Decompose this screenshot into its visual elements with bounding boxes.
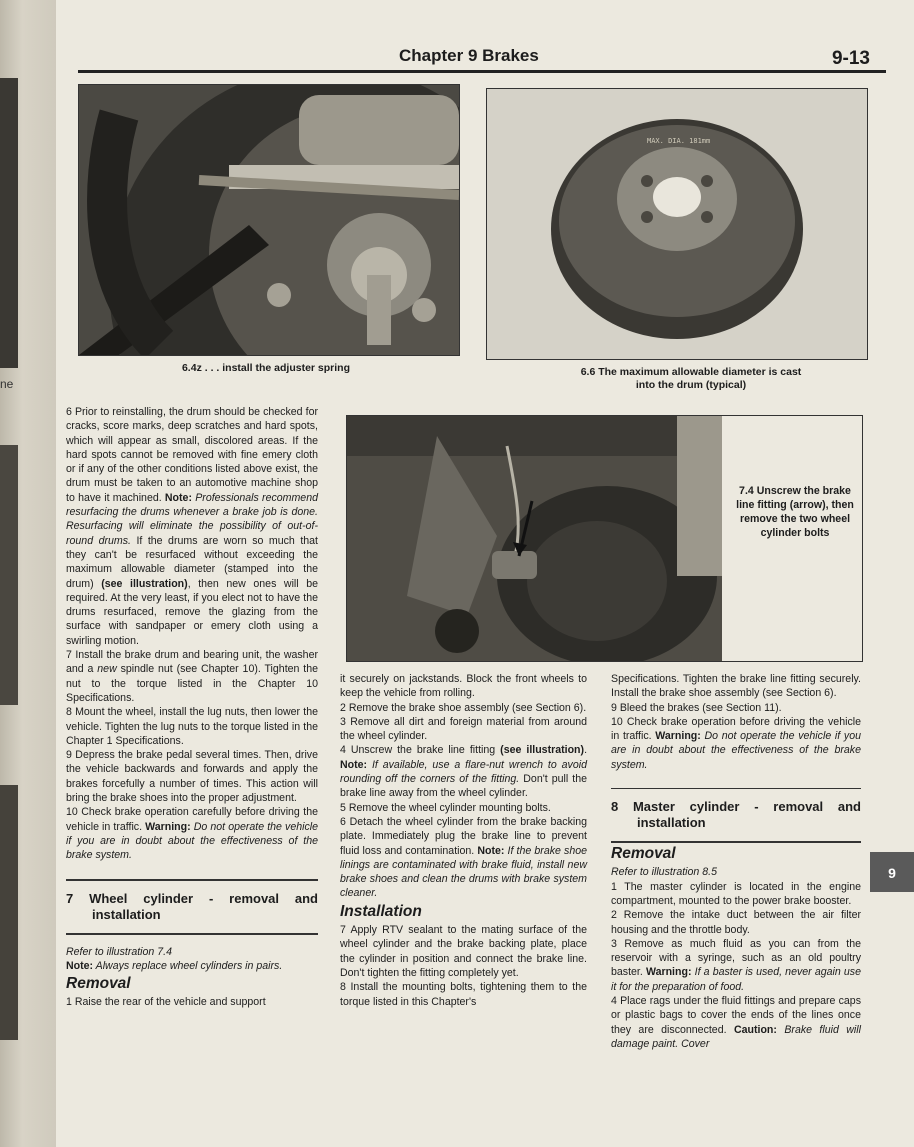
warning-label: Warning: <box>645 966 692 979</box>
note-label: Note: <box>477 844 505 857</box>
removal-step-1: 1 Raise the rear of the vehicle and support <box>66 996 266 1009</box>
text: If the drums are worn so much that they can't be resurfaced without exceeding the maximum allowable diameter (stamped into the drum) <box>66 534 318 590</box>
emphasis: new <box>97 663 117 676</box>
section-rule <box>611 841 861 843</box>
caption-6-6 <box>526 366 856 392</box>
caption-6-6-line2: into the drum (typical) <box>635 379 747 391</box>
section-rule <box>66 933 318 935</box>
step-2: 2 Remove the intake duct between the air filter housing and the throttle body. <box>611 909 861 936</box>
chapter-title: Chapter 9 Brakes <box>399 46 539 65</box>
column-3 <box>611 672 861 1051</box>
step-3: 3 Remove all dirt and foreign material from around the wheel cylinder. <box>340 715 587 743</box>
refer-illustration <box>611 865 861 879</box>
note-label: Note: <box>340 758 368 771</box>
paragraph-10 <box>66 805 318 862</box>
refer-text: Refer to illustration 7.4 <box>66 945 172 958</box>
text: 7 Install the brake drum and bearing unit, the washer and a <box>66 649 318 676</box>
column-1 <box>66 405 318 1010</box>
adjacent-photo-edge <box>0 78 18 368</box>
page <box>56 0 914 1147</box>
step-9: 9 Bleed the brakes (see Section 11). <box>611 701 782 714</box>
caution-text: Brake fluid will damage paint. Cover <box>611 1023 861 1050</box>
text: . <box>584 744 588 757</box>
paragraph-cont: Specifications. Tighten the brake line fitting securely. Install the brake shoe assembly (see Section 6). <box>611 673 861 700</box>
paragraph-7 <box>66 648 318 705</box>
text: 10 Check brake operation carefully before driving the vehicle in traffic. <box>66 806 318 833</box>
refer-illustration <box>66 945 318 959</box>
header-rule <box>78 70 886 73</box>
step-4 <box>340 743 587 800</box>
adjacent-page-text: ne <box>0 377 14 391</box>
note-label: Note: <box>164 491 192 504</box>
adjacent-page-strip <box>0 0 56 1147</box>
drum-cast-marking: MAX. DIA. 181mm <box>647 137 711 145</box>
step-8: 8 Install the mounting bolts, tightening them to the torque listed in this Chapter's <box>340 981 587 1008</box>
caption-7-4: 7.4 Unscrew the brake line fitting (arrow), then remove the two wheel cylinder bolts <box>736 485 854 539</box>
step-5: 5 Remove the wheel cylinder mounting bolts. <box>340 801 551 814</box>
removal-subheading: Removal <box>611 845 676 863</box>
refer-text: Refer to illustration 8.5 <box>611 866 717 879</box>
text: 6 Prior to reinstalling, the drum should be checked for cracks, score marks, deep scratches and hard spots, which will appear as small, discolored areas. If the hard spots cannot be removed with fine emery cloth or if any of the other conditions listed above exist, the drum must be taken to an automotive machine shop to have it machined. <box>66 406 318 504</box>
step-4 <box>611 994 861 1051</box>
note-label: Note: <box>66 959 94 972</box>
brake-assembly-photo <box>79 85 459 355</box>
section-7-heading: 7 Wheel cylinder - removal and installation <box>66 890 318 922</box>
note-text: Always replace wheel cylinders in pairs. <box>93 959 283 972</box>
adjacent-photo-edge <box>0 445 18 705</box>
note-text: If available, use a flare-nut wrench to avoid rounding off the corners of the fitting. <box>340 758 587 786</box>
section-rule <box>66 879 318 881</box>
step-1: 1 The master cylinder is located in the engine compartment, mounted to the power brake booster. <box>611 880 861 907</box>
step-3 <box>611 937 861 994</box>
page-number: 9-13 <box>831 48 870 69</box>
text: spindle nut (see Chapter 10). Tighten the nut to the torque listed in the Chapter 10 Specifications. <box>66 663 318 704</box>
text: 3 Remove as much fluid as you can from the reservoir with a syringe, such as an old poultry baster. <box>611 937 861 979</box>
removal-subheading: Removal <box>66 975 131 993</box>
warning-label: Warning: <box>145 820 191 833</box>
text: 6 Detach the wheel cylinder from the brake backing plate. Immediately plug the brake line to prevent fluid loss and contamination. <box>340 815 587 857</box>
chapter-tab: 9 <box>870 852 914 892</box>
warning-text: Do not operate the vehicle if you are in doubt about the effectiveness of the brake system. <box>66 820 318 862</box>
section-8-heading: 8 Master cylinder - removal and installation <box>611 799 861 831</box>
wheel-cylinder-photo <box>347 416 722 661</box>
note-text: Professionals recommend resurfacing the drums whenever a brake job is done. Resurfacing will eliminate the possibility of out-of-round drums. <box>66 491 318 547</box>
text: Don't pull the brake line away from the wheel cylinder. <box>340 773 587 800</box>
illustration-ref: (see illustration) <box>500 744 585 757</box>
text: , then new ones will be required. At the very least, if you elect not to have the drums resurfaced, remove the glazing from the surface with sandpaper or emery cloth using a swirling motion. <box>66 577 318 647</box>
adjacent-photo-edge <box>0 785 18 1040</box>
paragraph-9: 9 Depress the brake pedal several times. Then, drive the vehicle backwards and forwards and apply the brakes forcefully a number of times. This action will bring the brake shoes into the proper adjustment. <box>66 749 318 805</box>
section-rule <box>611 788 861 789</box>
note-text: If the brake shoe linings are contaminated with brake fluid, install new brake shoes and clean the drums with brake system cleaner. <box>340 844 587 900</box>
step-10 <box>611 715 861 772</box>
illustration-ref: (see illustration) <box>101 577 188 590</box>
brake-drum-photo <box>487 89 867 359</box>
text: 4 Unscrew the brake line fitting <box>340 744 501 757</box>
column-2 <box>340 672 587 1009</box>
paragraph-8: 8 Mount the wheel, install the lug nuts, then lower the vehicle. Tighten the lug nuts to the torque listed in the Chapter 1 Specifications. <box>66 706 318 747</box>
caption-6-6-line1: 6.6 The maximum allowable diameter is cast <box>580 366 802 378</box>
text: 10 Check brake operation before driving the vehicle in traffic. <box>611 715 861 743</box>
step-6 <box>340 815 587 901</box>
step-2: 2 Remove the brake shoe assembly (see Section 6). <box>340 701 587 714</box>
installation-subheading: Installation <box>340 902 422 920</box>
note-line <box>66 959 318 973</box>
photo-wheel-cylinder <box>346 415 863 662</box>
caption-6-4z: 6.4z . . . install the adjuster spring <box>181 362 351 374</box>
warning-text: If a baster is used, never again use it for the preparation of food. <box>611 966 861 993</box>
step-7: 7 Apply RTV sealant to the mating surface of the wheel cylinder and the brake backing plate, place the cylinder in position and connect the brake line. Don't tighten the fitting completely yet. <box>340 924 587 979</box>
warning-label: Warning: <box>655 730 701 743</box>
paragraph-cont: it securely on jackstands. Block the front wheels to keep the vehicle from rolling. <box>340 673 587 700</box>
caution-label: Caution: <box>733 1023 777 1036</box>
warning-text: Do not operate the vehicle if you are in doubt about the effectiveness of the brake system. <box>611 730 861 771</box>
photo-adjuster-spring <box>78 84 460 356</box>
paragraph-6 <box>66 405 318 648</box>
text: 4 Place rags under the fluid fittings and prepare caps or plastic bags to cover the ends of the lines once they are disconnected. <box>611 995 861 1036</box>
photo-drum-diameter <box>486 88 868 360</box>
